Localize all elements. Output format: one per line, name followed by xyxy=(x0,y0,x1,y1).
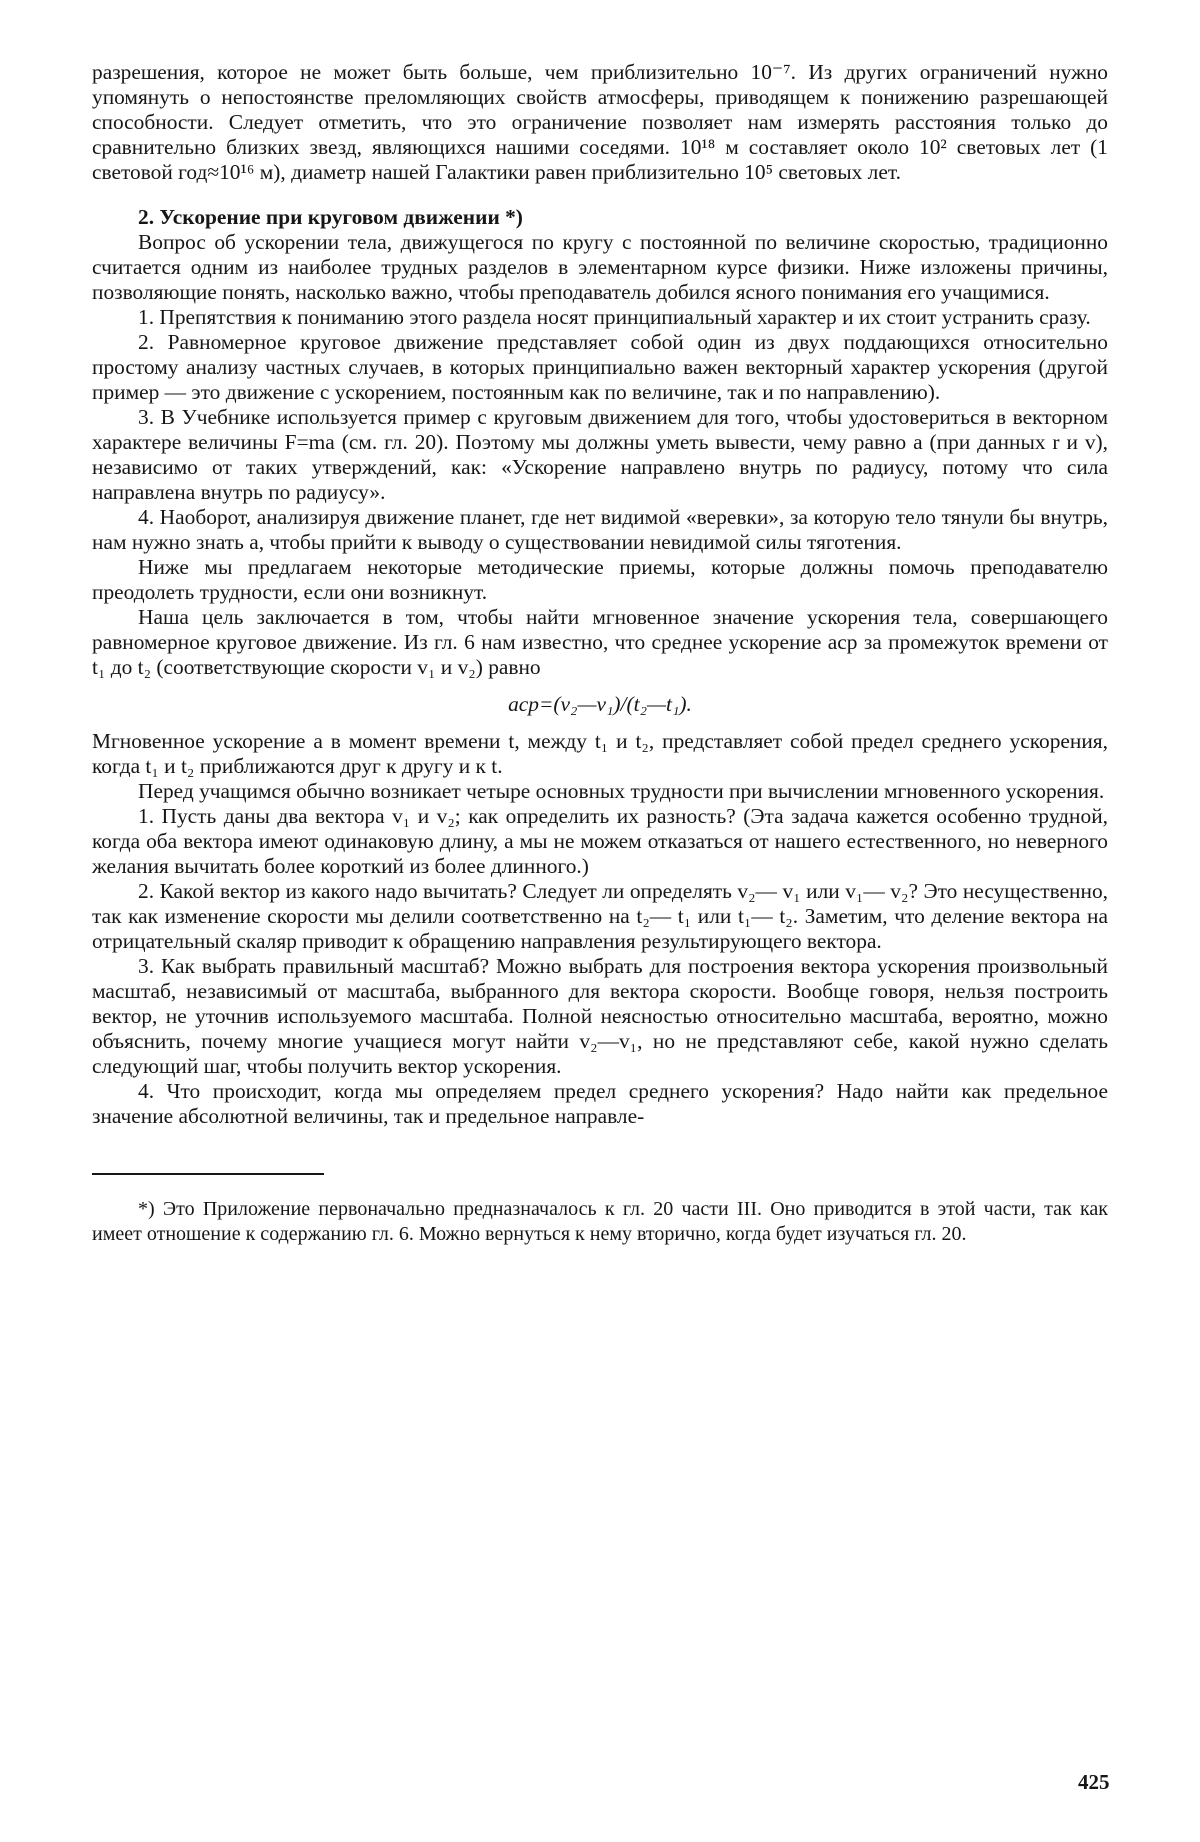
list-item-reason-1: 1. Препятствия к пониманию этого раздела носят принципиальный характер и их стоит устранить сразу. xyxy=(138,305,1091,329)
list-item-difficulty-4: 4. Что происходит, когда мы определяем предел среднего ускорения? Надо найти как предельное значение абсолютной величины, так и предельное направле- xyxy=(92,1079,1108,1128)
paragraph-intro: разрешения, которое не может быть больше, чем приблизительно 10⁻⁷. Из других ограничений нужно упомянуть о непостоянстве преломляющих свойств атмосферы, приводящем к понижению разрешающей способности. Следует отметить, что это ограничение позволяет нам измерять расстояния только до сравнительно близких звезд, являющихся нашими соседями. 10¹⁸ м составляет около 10² световых лет (1 световой год≈10¹⁶ м), диаметр нашей Галактики равен приблизительно 10⁵ световых лет. xyxy=(92,60,1108,184)
paragraph-question: Вопрос об ускорении тела, движущегося по кругу с постоянной по величине скоростью, традиционно считается одним из наиболее трудных разделов в элементарном курсе физики. Ниже изложены причины, позволяющие понять, насколько важно, чтобы преподаватель добился ясного понимания его учащимися. xyxy=(92,230,1108,304)
paragraph-goal: Наша цель заключается в том, чтобы найти мгновенное значение ускорения тела, совершающего равномерное круговое движение. Из гл. 6 нам известно, что среднее ускорение aср за промежуток времени от t₁ до t₂ (соответствующие скорости v₁ и v₂) равно xyxy=(92,605,1108,679)
section-heading: 2. Ускорение при круговом движении *) xyxy=(138,205,523,229)
footnote-divider xyxy=(92,1173,324,1175)
list-item-reason-2: 2. Равномерное круговое движение представляет собой один из двух поддающихся относительно простому анализу частных случаев, в которых принципиально важен векторный характер ускорения (другой пример — это движение с ускорением, постоянным как по величине, так и по направлению). xyxy=(92,330,1108,404)
list-item-reason-3: 3. В Учебнике используется пример с круговым движением для того, чтобы удостовериться в векторном характере величины F=ma (см. гл. 20). Поэтому мы должны уметь вывести, чему равно a (при данных r и v), независимо от таких утверждений, как: «Ускорение направлено внутрь по радиусу, потому что сила направлена внутрь по радиусу». xyxy=(92,405,1108,504)
page-number: 425 xyxy=(1078,1770,1110,1794)
list-item-reason-4: 4. Наоборот, анализируя движение планет, где нет видимой «веревки», за которую тело тянули бы внутрь, нам нужно знать a, чтобы прийти к выводу о существовании невидимой силы тяготения. xyxy=(92,505,1108,554)
formula-average-acceleration: aср=(v₂—v₁)/(t₂—t₁). xyxy=(508,692,692,716)
footnote: *) Это Приложение первоначально предназначалось к гл. 20 части III. Оно приводится в этой части, так как имеет отношение к содержанию гл. 6. Можно вернуться к нему вторично, когда будет изучаться гл. 20. xyxy=(92,1198,1108,1245)
paragraph-methods: Ниже мы предлагаем некоторые методические приемы, которые должны помочь преподавателю преодолеть трудности, если они возникнут. xyxy=(92,555,1108,604)
list-item-difficulty-3: 3. Как выбрать правильный масштаб? Можно выбрать для построения вектора ускорения произвольный масштаб, независимый от масштаба, выбранного для вектора скорости. Вообще говоря, нельзя построить вектор, не уточнив используемого масштаба. Полной неясностью относительно масштаба, вероятно, можно объяснить, почему многие учащиеся могут найти v₂—v₁, но не представляют себе, какой нужно сделать следующий шаг, чтобы получить вектор ускорения. xyxy=(92,954,1108,1078)
list-item-difficulty-2: 2. Какой вектор из какого надо вычитать? Следует ли определять v₂— v₁ или v₁— v₂? Это несущественно, так как изменение скорости мы делили соответственно на t₂— t₁ или t₁— t₂. Заметим, что деление вектора на отрицательный скаляр приводит к обращению направления результирующего вектора. xyxy=(92,879,1108,953)
paragraph-instant-acceleration: Мгновенное ускорение a в момент времени t, между t₁ и t₂, представляет собой предел среднего ускорения, когда t₁ и t₂ приближаются друг к другу и к t. xyxy=(92,729,1108,778)
page-body xyxy=(92,60,1108,1247)
paragraph-difficulties: Перед учащимся обычно возникает четыре основных трудности при вычислении мгновенного ускорения. xyxy=(138,779,1105,803)
list-item-difficulty-1: 1. Пусть даны два вектора v₁ и v₂; как определить их разность? (Эта задача кажется особенно трудной, когда оба вектора имеют одинаковую длину, а мы не можем отказаться от нашего естественного, но неверного желания вычитать более короткий из более длинного.) xyxy=(92,804,1108,878)
